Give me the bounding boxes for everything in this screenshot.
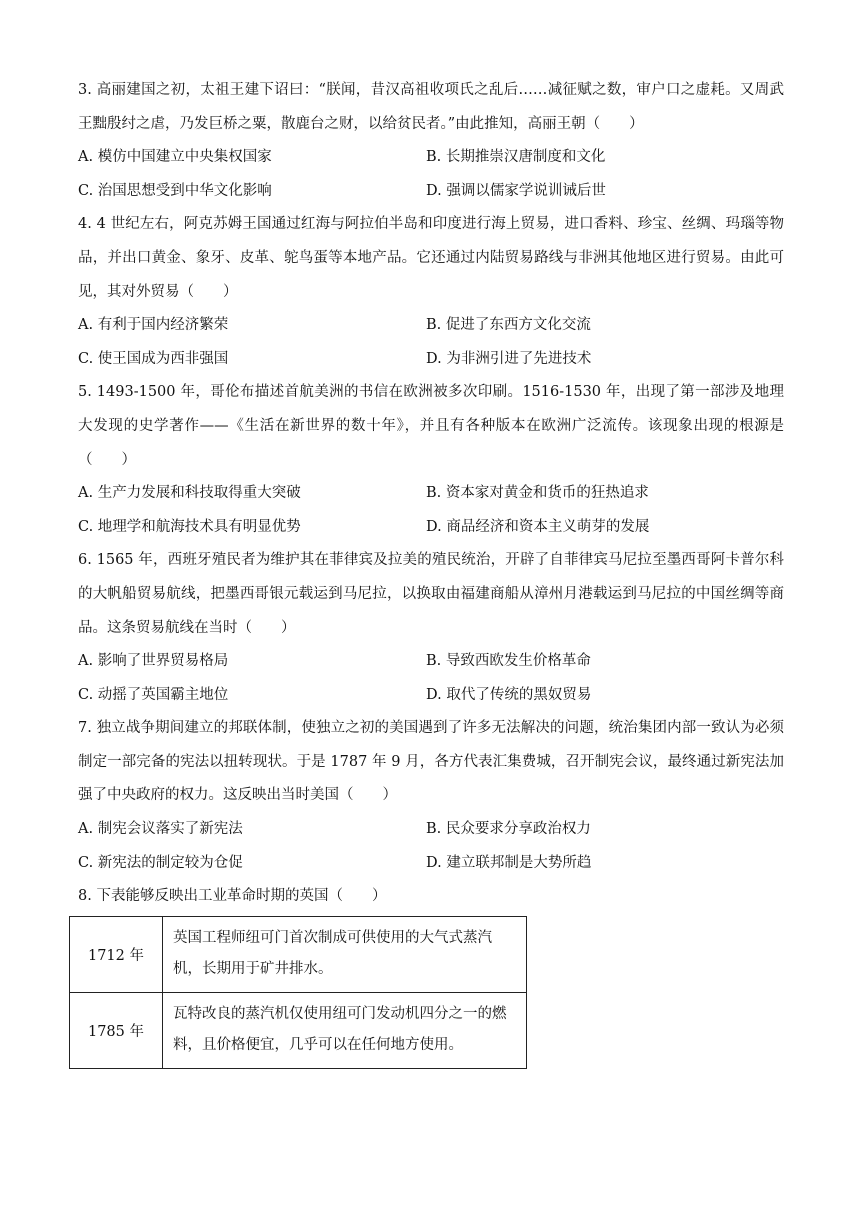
option-a[interactable]: A. 模仿中国建立中央集权国家 (78, 149, 272, 166)
option-b[interactable]: B. 长期推崇汉唐制度和文化 (426, 149, 606, 166)
question-7 (78, 712, 784, 880)
option-d[interactable]: D. 商品经济和资本主义萌芽的发展 (426, 518, 650, 535)
question-stem: 4. 4 世纪左右，阿克苏姆王国通过红海与阿拉伯半岛和印度进行海上贸易，进口香料、珍宝、丝绸、玛瑙等物品，并出口黄金、象牙、皮革、鸵鸟蛋等本地产品。它还通过内陆贸易路线与非洲其他地区进行贸易。由此可见，其对外贸易（ ） (78, 216, 784, 300)
option-b[interactable]: B. 促进了东西方文化交流 (426, 317, 591, 334)
option-c[interactable]: C. 地理学和航海技术具有明显优势 (78, 518, 301, 535)
option-b[interactable]: B. 民众要求分享政治权力 (426, 821, 591, 838)
option-a[interactable]: A. 影响了世界贸易格局 (78, 653, 229, 670)
option-c[interactable]: C. 使王国成为西非强国 (78, 350, 229, 367)
options (78, 141, 784, 208)
question-6 (78, 544, 784, 712)
option-b[interactable]: B. 导致西欧发生价格革命 (426, 653, 591, 670)
question-stem: 5. 1493-1500 年，哥伦布描述首航美洲的书信在欧洲被多次印刷。1516-1530 年，出现了第一部涉及地理大发现的史学著作——《生活在新世界的数十年》，并且有各种版本在欧洲广泛流传。该现象出现的根源是（ ） (78, 384, 784, 468)
year-cell: 1785 年 (70, 992, 163, 1068)
year-cell: 1712 年 (70, 916, 163, 992)
option-a[interactable]: A. 制宪会议落实了新宪法 (78, 821, 243, 838)
table-row (70, 916, 527, 992)
exam-page (78, 74, 784, 1069)
question-stem: 8. 下表能够反映出工业革命时期的英国（ ） (78, 888, 387, 905)
option-a[interactable]: A. 有利于国内经济繁荣 (78, 317, 229, 334)
options (78, 477, 784, 544)
options (78, 309, 784, 376)
table-row (70, 992, 527, 1068)
question-4 (78, 208, 784, 376)
description-cell: 瓦特改良的蒸汽机仅使用纽可门发动机四分之一的燃料，且价格便宜，几乎可以在任何地方使用。 (163, 992, 527, 1068)
options (78, 813, 784, 880)
question-stem: 3. 高丽建国之初，太祖王建下诏曰：“朕闻，昔汉高祖收项氏之乱后……减征赋之数，审户口之虚耗。又周武王黜殷纣之虐，乃发巨桥之粟，散鹿台之财，以给贫民者。”由此推知，高丽王朝（ ） (78, 82, 784, 132)
option-d[interactable]: D. 建立联邦制是大势所趋 (426, 854, 592, 871)
option-c[interactable]: C. 新宪法的制定较为仓促 (78, 854, 243, 871)
option-b[interactable]: B. 资本家对黄金和货币的狂热追求 (426, 485, 649, 502)
option-c[interactable]: C. 治国思想受到中华文化影响 (78, 182, 272, 199)
option-d[interactable]: D. 取代了传统的黑奴贸易 (426, 686, 592, 703)
option-d[interactable]: D. 为非洲引进了先进技术 (426, 350, 592, 367)
question-3 (78, 74, 784, 208)
description-cell: 英国工程师纽可门首次制成可供使用的大气式蒸汽机，长期用于矿井排水。 (163, 916, 527, 992)
option-a[interactable]: A. 生产力发展和科技取得重大突破 (78, 485, 301, 502)
question-5 (78, 376, 784, 544)
question-stem: 7. 独立战争期间建立的邦联体制，使独立之初的美国遇到了许多无法解决的问题，统治集团内部一致认为必须制定一部完备的宪法以扭转现状。于是 1787 年 9 月，各方代表汇集费城，召开制宪会议，最终通过新宪法加强了中央政府的权力。这反映出当时美国（ ） (78, 720, 784, 804)
question-stem: 6. 1565 年，西班牙殖民者为维护其在菲律宾及拉美的殖民统治，开辟了自菲律宾马尼拉至墨西哥阿卡普尔科的大帆船贸易航线，把墨西哥银元载运到马尼拉，以换取由福建商船从漳州月港载运到马尼拉的中国丝绸等商品。这条贸易航线在当时（ ） (78, 552, 784, 636)
question-8 (78, 880, 784, 1069)
option-c[interactable]: C. 动摇了英国霸主地位 (78, 686, 229, 703)
options (78, 645, 784, 712)
history-table (69, 916, 527, 1069)
option-d[interactable]: D. 强调以儒家学说训诫后世 (426, 182, 606, 199)
